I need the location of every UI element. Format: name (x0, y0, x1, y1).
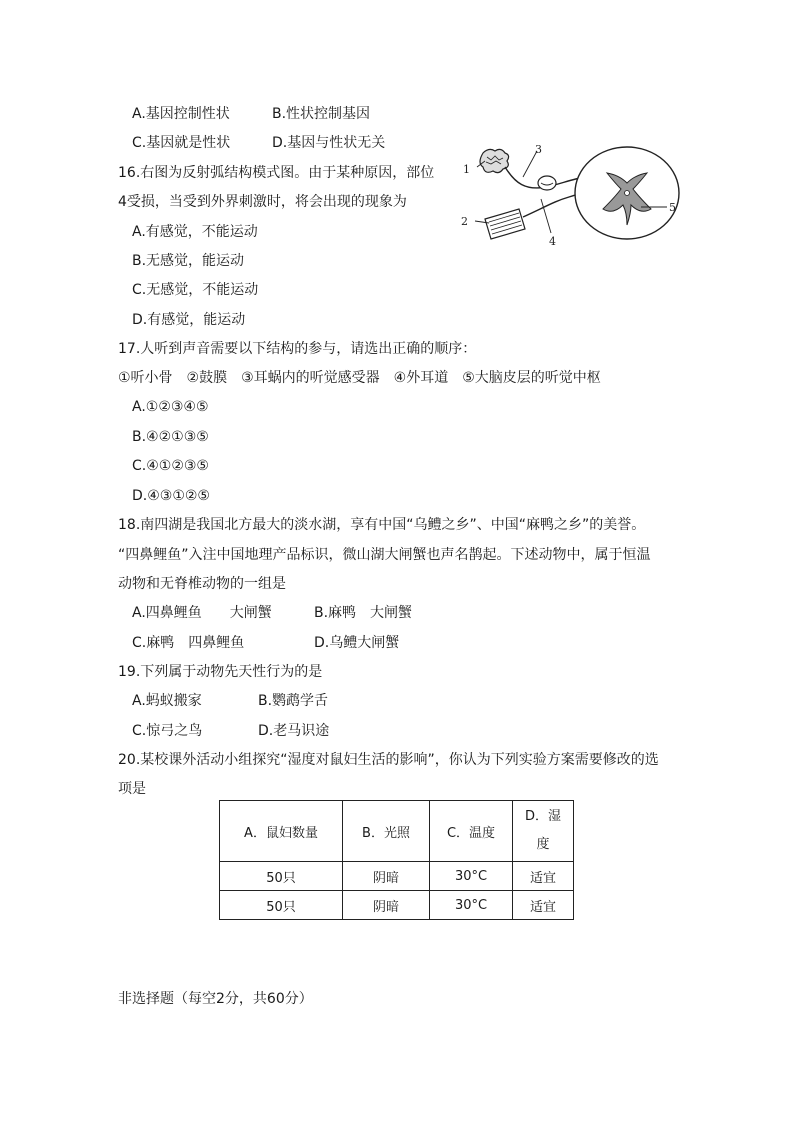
diagram-label-4: 4 (549, 235, 556, 248)
table-cell: 适宜 (513, 891, 574, 920)
table-header-cell: B．光照 (343, 801, 430, 862)
q16-option-d: D.有感觉，能运动 (132, 312, 246, 328)
table-header-cell (513, 801, 574, 862)
table-row (220, 891, 574, 920)
section-title: 非选择题（每空2分，共60分） (118, 991, 313, 1007)
table-cell: 50只 (220, 891, 343, 920)
table-cell: 30°C (430, 862, 513, 891)
table-cell: 适宜 (513, 862, 574, 891)
q20-stem-line2: 项是 (118, 781, 146, 797)
table-cell: 阴暗 (343, 891, 430, 920)
q20-stem-line1: 20.某校课外活动小组探究“湿度对鼠妇生活的影响”，你认为下列实验方案需要修改的选 (118, 752, 659, 768)
q19-option-b: B.鹦鹉学舌 (258, 693, 329, 709)
q19-option-c: C.惊弓之鸟 (132, 723, 203, 739)
table-header-cell: A．鼠妇数量 (220, 801, 343, 862)
q17-stem: 17.人听到声音需要以下结构的参与，请选出正确的顺序： (118, 341, 477, 357)
q18-option-a: A.四鼻鲤鱼 大闸蟹 (132, 605, 272, 621)
diagram-label-5: 5 (669, 201, 676, 214)
diagram-label-1: 1 (463, 163, 470, 176)
q16-option-a: A.有感觉，不能运动 (132, 224, 258, 240)
q15-option-d: D.基因与性状无关 (272, 135, 386, 151)
q16-option-b: B.无感觉，能运动 (132, 253, 245, 269)
effector-shape (485, 209, 525, 239)
q17-option-a: A.①②③④⑤ (132, 399, 209, 415)
experiment-table (219, 800, 574, 920)
table-header-cell: C．温度 (430, 801, 513, 862)
q16-stem-line2: 4受损，当受到外界刺激时，将会出现的现象为 (118, 194, 407, 210)
table-header-part: D．湿 (524, 809, 561, 824)
table-cell: 30°C (430, 891, 513, 920)
q15-option-a: A.基因控制性状 (132, 106, 230, 122)
reflex-arc-diagram (455, 143, 695, 253)
q15-option-c: C.基因就是性状 (132, 135, 231, 151)
q19-stem: 19.下列属于动物先天性行为的是 (118, 664, 323, 680)
ganglion-shape (538, 176, 556, 190)
q18-option-c: C.麻鸭 四鼻鲤鱼 (132, 635, 245, 651)
spinal-cord-shape (575, 147, 679, 239)
table-header-part: 度 (536, 837, 550, 852)
q16-option-c: C.无感觉，不能运动 (132, 282, 259, 298)
q17-items: ①听小骨 ②鼓膜 ③耳蜗内的听觉感受器 ④外耳道 ⑤大脑皮层的听觉中枢 (118, 370, 601, 386)
table-cell: 50只 (220, 862, 343, 891)
q18-option-b: B.麻鸭 大闸蟹 (314, 605, 413, 621)
table-header-row (220, 801, 574, 862)
q17-option-c: C.④①②③⑤ (132, 458, 209, 474)
diagram-label-3: 3 (535, 143, 542, 156)
q19-option-a: A.蚂蚁搬家 (132, 693, 202, 709)
q18-stem-line1: 18.南四湖是我国北方最大的淡水湖，享有中国“乌鳢之乡”、中国“麻鸭之乡”的美誉。 (118, 517, 646, 533)
q19-option-d: D.老马识途 (258, 723, 330, 739)
q17-option-d: D.④③①②⑤ (132, 488, 210, 504)
q18-stem-line2: “四鼻鲤鱼”入注中国地理产品标识，微山湖大闸蟹也声名鹊起。下述动物中，属于恒温 (118, 547, 651, 563)
q16-stem-line1: 16.右图为反射弧结构模式图。由于某种原因，部位 (118, 165, 435, 181)
q17-option-b: B.④②①③⑤ (132, 429, 209, 445)
q15-option-b: B.性状控制基因 (272, 106, 371, 122)
table-row (220, 862, 574, 891)
table-cell: 阴暗 (343, 862, 430, 891)
q18-stem-line3: 动物和无脊椎动物的一组是 (118, 576, 286, 592)
diagram-label-2: 2 (461, 215, 468, 228)
q18-option-d: D.乌鳢大闸蟹 (314, 635, 400, 651)
